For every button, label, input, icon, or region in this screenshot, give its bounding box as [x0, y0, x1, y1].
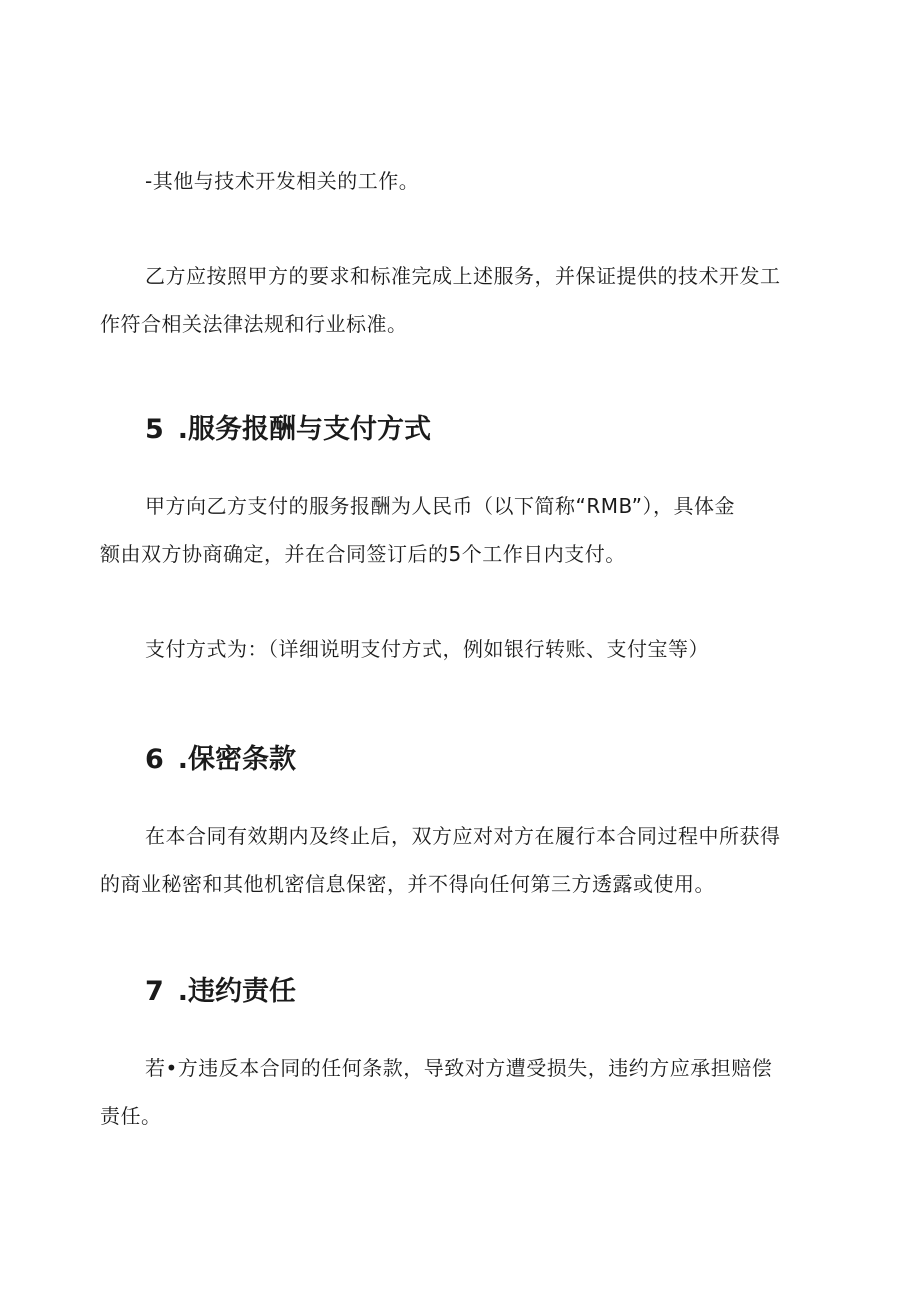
section-heading-5: [145, 410, 431, 450]
text-line: 在本合同有效期内及终止后，双方应对对方在履行本合同过程中所获得: [145, 824, 781, 848]
text-line: 作符合相关法律法规和行业标准。: [100, 312, 408, 336]
text-line: 支付方式为：（详细说明支付方式，例如银行转账、支付宝等）: [145, 637, 709, 661]
section-heading-7: [145, 972, 296, 1012]
text-line: 乙方应按照甲方的要求和标准完成上述服务，并保证提供的技术开发工: [145, 264, 781, 288]
paragraph-liability: [100, 1044, 820, 1140]
section-title: .违约责任: [177, 976, 297, 1007]
paragraph-other-work: [100, 157, 820, 205]
section-heading-6: [145, 740, 296, 780]
paragraph-confidentiality: [100, 812, 820, 908]
paragraph-payment-method: [100, 625, 820, 673]
paragraph-service-standard: [100, 252, 820, 348]
text-line: -其他与技术开发相关的工作。: [145, 169, 420, 193]
section-number: 5: [145, 414, 164, 445]
section-number: 6: [145, 744, 164, 775]
paragraph-payment-amount: [100, 482, 820, 578]
text-line: 甲方向乙方支付的服务报酬为人民币（以下简称“RMB”），具体金: [145, 494, 736, 518]
text-line: 责任。: [100, 1104, 162, 1128]
text-line: 的商业秘密和其他机密信息保密，并不得向任何第三方透露或使用。: [100, 872, 715, 896]
section-title: .保密条款: [177, 744, 297, 775]
text-line: 额由双方协商确定，并在合同签订后的5个工作日内支付。: [100, 542, 626, 566]
section-title: .服务报酬与支付方式: [177, 414, 432, 445]
section-number: 7: [145, 976, 164, 1007]
text-line: 若•方违反本合同的任何条款，导致对方遭受损失，违约方应承担赔偿: [145, 1056, 773, 1080]
